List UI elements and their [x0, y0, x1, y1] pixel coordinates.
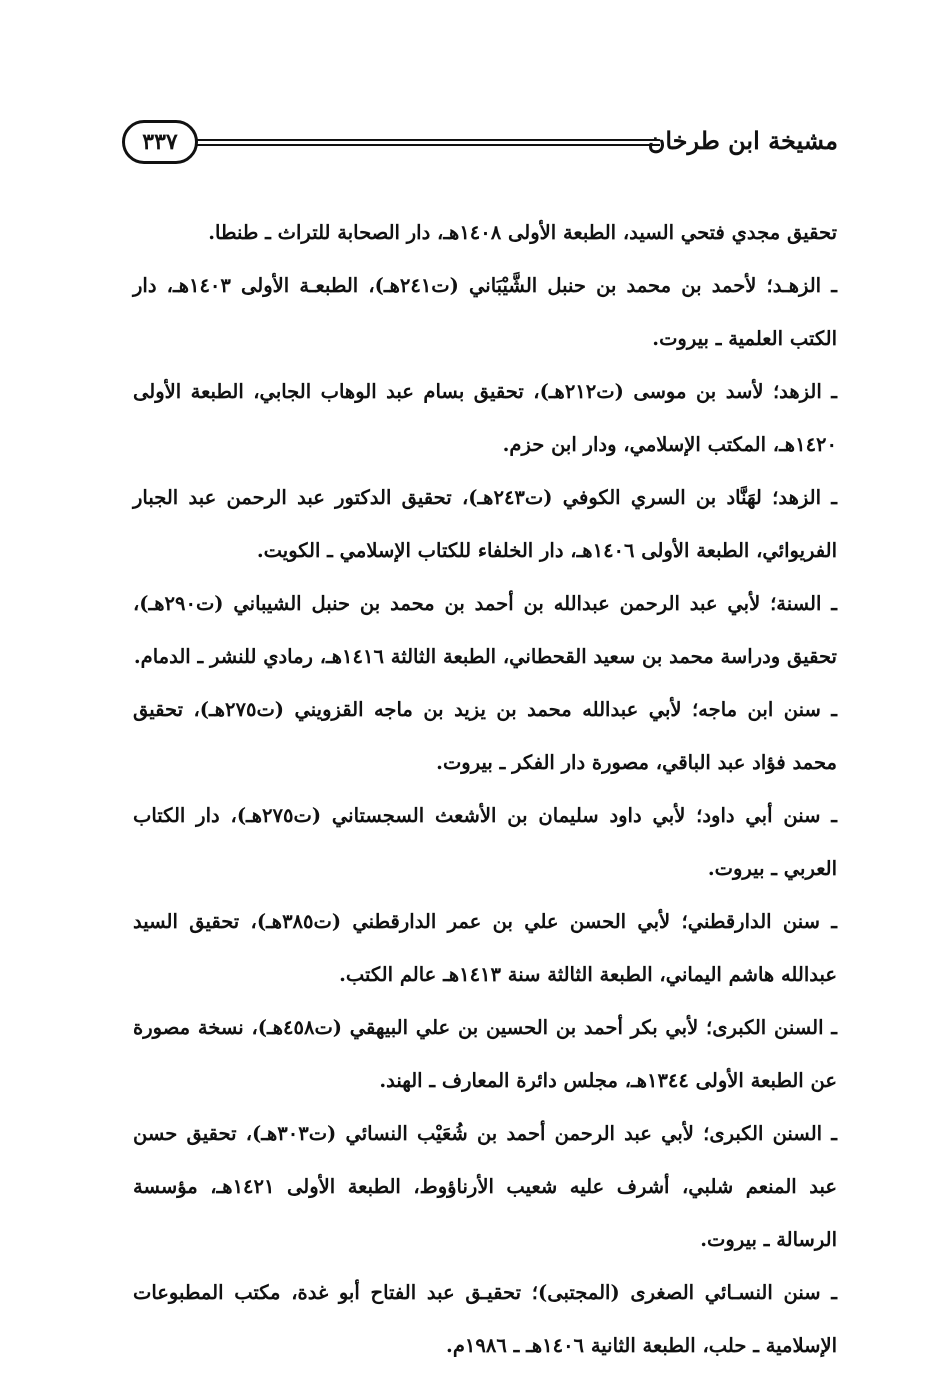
- bibliography-entry: ـ سنن الدارقطني؛ لأبي الحسن علي بن عمر الدارقطني (ت٣٨٥هـ)، تحقيق السيد عبدالله هاشم اليماني، الطبعة الثالثة سنة ١٤١٣هـ عالم الكتب.: [133, 910, 838, 986]
- bibliography-entry: ـ الزهد؛ لهَنَّاد بن السري الكوفي (ت٢٤٣هـ)، تحقيق الدكتور عبد الرحمن عبد الجبار الفريوائي، الطبعة الأولى ١٤٠٦هـ، دار الخلفاء للكتاب الإسلامي ـ الكويت.: [133, 486, 837, 562]
- bibliography-entry: ـ سنن النسـائي الصغرى (المجتبى)؛ تحقيـق عبد الفتاح أبو غدة، مكتب المطبوعات الإسلامية ـ حلب، الطبعة الثانية ١٤٠٦هـ ـ ١٩٨٦م.: [133, 1281, 837, 1357]
- running-title: مشيخة ابن طرخان: [647, 126, 838, 155]
- bibliography-entry: ـ سنن ابن ماجه؛ لأبي عبدالله محمد بن يزيد بن ماجه القزويني (ت٢٧٥هـ)، تحقيق محمد فؤاد عبد الباقي، مصورة دار الفكر ـ بيروت.: [133, 698, 837, 774]
- page-header: [122, 118, 838, 174]
- page-number: ٣٣٧: [122, 120, 198, 164]
- bibliography-entry: ـ الزهـد؛ لأحمد بن محمد بن حنبل الشَّيْبَاني (ت٢٤١هـ)، الطبعـة الأولى ١٤٠٣هـ، دار الكتب العلمية ـ بيروت.: [133, 274, 837, 350]
- bibliography-entry: ـ السنن الكبرى؛ لأبي بكر أحمد بن الحسين بن علي البيهقي (ت٤٥٨هـ)، نسخة مصورة عن الطبعة الأولى ١٣٤٤هـ، مجلس دائرة المعارف ـ الهند.: [133, 1016, 837, 1092]
- bibliography-list: [133, 206, 837, 1372]
- bibliography-entry: ـ السنة؛ لأبي عبد الرحمن عبدالله بن أحمد بن محمد بن حنبل الشيباني (ت٢٩٠هـ)، تحقيق ودراسة محمد بن سعيد القحطاني، الطبعة الثالثة ١٤١٦هـ، رمادي للنشر ـ الدمام.: [133, 592, 837, 668]
- bibliography-entry: ـ سنن أبي داود؛ لأبي داود سليمان بن الأشعث السجستاني (ت٢٧٥هـ)، دار الكتاب العربي ـ بيروت.: [133, 804, 837, 880]
- continuation-line: تحقيق مجدي فتحي السيد، الطبعة الأولى ١٤٠٨هـ، دار الصحابة للتراث ـ طنطا.: [208, 221, 837, 244]
- bibliography-entry: ـ الزهد؛ لأسد بن موسى (ت٢١٢هـ)، تحقيق بسام عبد الوهاب الجابي، الطبعة الأولى ١٤٢٠هـ، المكتب الإسلامي، ودار ابن حزم.: [133, 380, 837, 456]
- header-rule: [196, 139, 660, 146]
- bibliography-entry: ـ السنن الكبرى؛ لأبي عبد الرحمن أحمد بن شُعَيْب النسائي (ت٣٠٣هـ)، تحقيق حسن عبد المنعم شلبي، أشرف عليه شعيب الأرناؤوط، الطبعة الأولى ١٤٢١هـ، مؤسسة الرسالة ـ بيروت.: [133, 1122, 838, 1251]
